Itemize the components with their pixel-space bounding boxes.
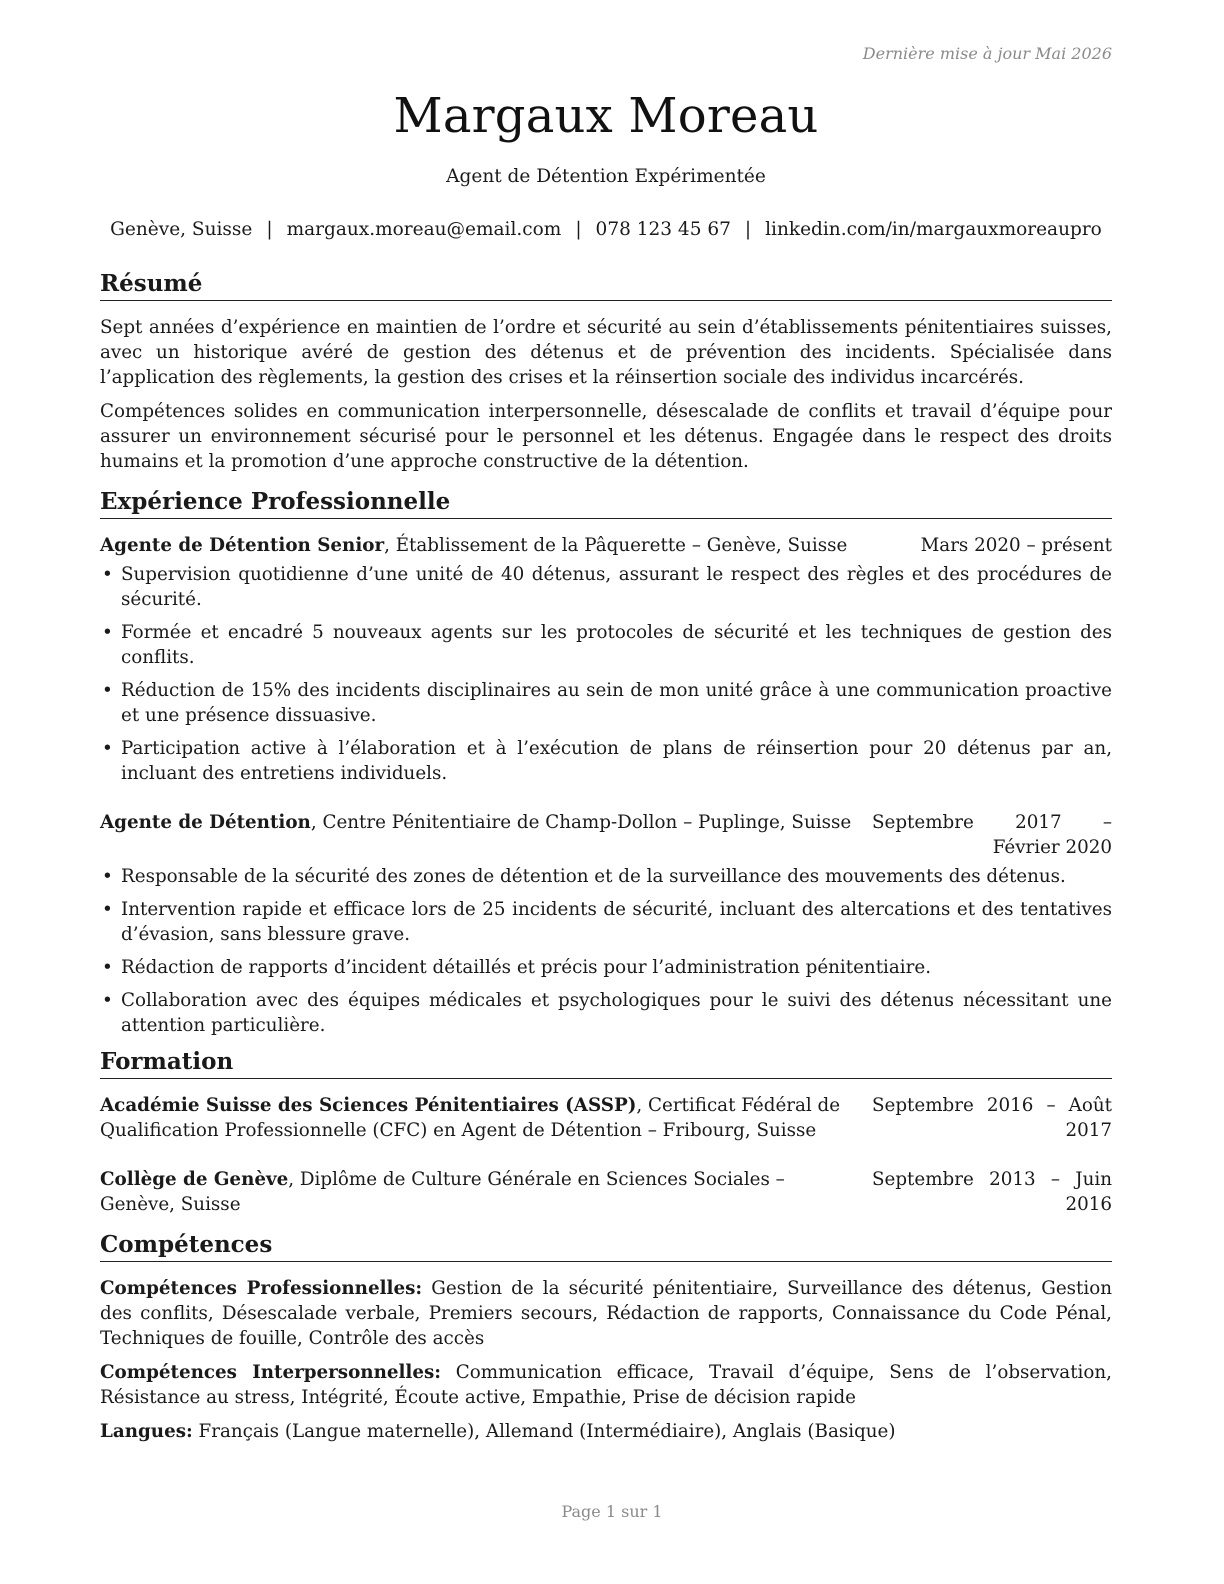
contact-email[interactable]: margaux.moreau@email.com xyxy=(286,219,562,240)
list-item: • Responsable de la sécurité des zones de détention et de la surveillance des mouvements des détenus. xyxy=(100,864,1112,889)
skill-label: Compétences Professionnelles: xyxy=(100,1278,423,1299)
section-title-resume: Résumé xyxy=(100,270,1112,301)
job-title: Agent de Détention Expérimentée xyxy=(446,166,766,187)
job-role: Agente de Détention xyxy=(100,812,311,833)
job-dates: Mars 2020 – présent xyxy=(920,535,1112,556)
skill-group xyxy=(100,1276,1112,1351)
contact-line xyxy=(100,219,1112,240)
section-title-experience: Expérience Professionnelle xyxy=(100,488,1112,519)
list-item: • Participation active à l’élaboration et à l’exécution de plans de réinsertion pour 20 détenus par an, incluant des entretiens individuels. xyxy=(100,736,1112,786)
summary-paragraph: Sept années d’expérience en maintien de l’ordre et sécurité au sein d’établissements pénitentiaires suisses, avec un historique avéré de gestion des détenus et de prévention des incidents. Spécialisée dans l’application des règlements, la gestion des crises et la réinsertion sociale des individus incarcérés. xyxy=(100,317,1112,388)
contact-phone: 078 123 45 67 xyxy=(595,219,731,240)
list-item: • Rédaction de rapports d’incident détaillés et précis pour l’administration pénitentiaire. xyxy=(100,955,1112,980)
skill-label: Langues: xyxy=(100,1421,193,1442)
education-header xyxy=(100,1167,1112,1217)
list-item: • Formée et encadré 5 nouveaux agents sur les protocoles de sécurité et les techniques de gestion des conflits. xyxy=(100,620,1112,670)
education-header xyxy=(100,1093,1112,1143)
skill-label: Compétences Interpersonnelles: xyxy=(100,1362,442,1383)
job-bullets xyxy=(100,562,1112,786)
skill-group xyxy=(100,1360,1112,1410)
list-item: • Intervention rapide et efficace lors de 25 incidents de sécurité, incluant des altercations et des tentatives d’évasion, sans blessure grave. xyxy=(100,897,1112,947)
skill-text: Gestion de la sécurité pénitentiaire, Surveillance des détenus, Gestion des conflits, Désescalade verbale, Premiers secours, Rédaction de rapports, Connaissance du Code Pénal, Techniques de fouille, Contrôle des accès xyxy=(100,1278,1112,1349)
school-name: Académie Suisse des Sciences Pénitentiaires (ASSP) xyxy=(100,1095,637,1116)
job-bullets xyxy=(100,864,1112,1038)
school-name: Collège de Genève xyxy=(100,1169,289,1190)
school-detail: , Diplôme de Culture Générale en Sciences Sociales – Genève, Suisse xyxy=(100,1169,785,1215)
job-place: , Centre Pénitentiaire de Champ-Dollon – Puplinge, Suisse xyxy=(310,812,852,833)
list-item: • Réduction de 15% des incidents disciplinaires au sein de mon unité grâce à une communication proactive et une présence dissuasive. xyxy=(100,678,1112,728)
contact-separator: | xyxy=(744,219,752,240)
skill-text: Français (Langue maternelle), Allemand (Intermédiaire), Anglais (Basique) xyxy=(192,1421,896,1442)
summary-paragraph: Compétences solides en communication interpersonnelle, désescalade de conflits et travail d’équipe pour assurer un environnement sécurisé pour le personnel et les détenus. Engagée dans le respect des droits humains et la promotion d’une approche constructive de la détention. xyxy=(100,401,1112,472)
last-updated: Dernière mise à jour Mai 2026 xyxy=(862,44,1112,63)
job-header xyxy=(100,810,1112,860)
skill-group xyxy=(100,1419,1112,1444)
education-dates: Septembre 2016 – Août 2017 xyxy=(872,1095,1112,1141)
education-dates: Septembre 2013 – Juin 2016 xyxy=(872,1169,1112,1215)
school-detail: , Certificat Fédéral de Qualification Professionnelle (CFC) en Agent de Détention – Fribourg, Suisse xyxy=(100,1095,841,1141)
contact-location: Genève, Suisse xyxy=(110,219,253,240)
job-place: , Établissement de la Pâquerette – Genève, Suisse xyxy=(384,535,848,556)
section-title-skills: Compétences xyxy=(100,1231,1112,1262)
page-number: Page 1 sur 1 xyxy=(561,1502,663,1521)
resume-body xyxy=(100,270,1112,1453)
candidate-name: Margaux Moreau xyxy=(393,88,819,144)
contact-separator: | xyxy=(575,219,582,240)
list-item: • Collaboration avec des équipes médicales et psychologiques pour le suivi des détenus nécessitant une attention particulière. xyxy=(100,988,1112,1038)
job-role: Agente de Détention Senior xyxy=(100,535,385,556)
contact-separator: | xyxy=(266,219,273,240)
section-title-education: Formation xyxy=(100,1048,1112,1079)
job-header xyxy=(100,533,1112,558)
contact-linkedin[interactable]: linkedin.com/in/margauxmoreaupro xyxy=(765,219,1102,240)
job-dates: Septembre 2017 – Février 2020 xyxy=(872,812,1112,858)
list-item: • Supervision quotidienne d’une unité de 40 détenus, assurant le respect des règles et des procédures de sécurité. xyxy=(100,562,1112,612)
skill-text: Communication efficace, Travail d’équipe, Sens de l’observation, Résistance au stress, Intégrité, Écoute active, Empathie, Prise de décision rapide xyxy=(100,1362,1112,1408)
